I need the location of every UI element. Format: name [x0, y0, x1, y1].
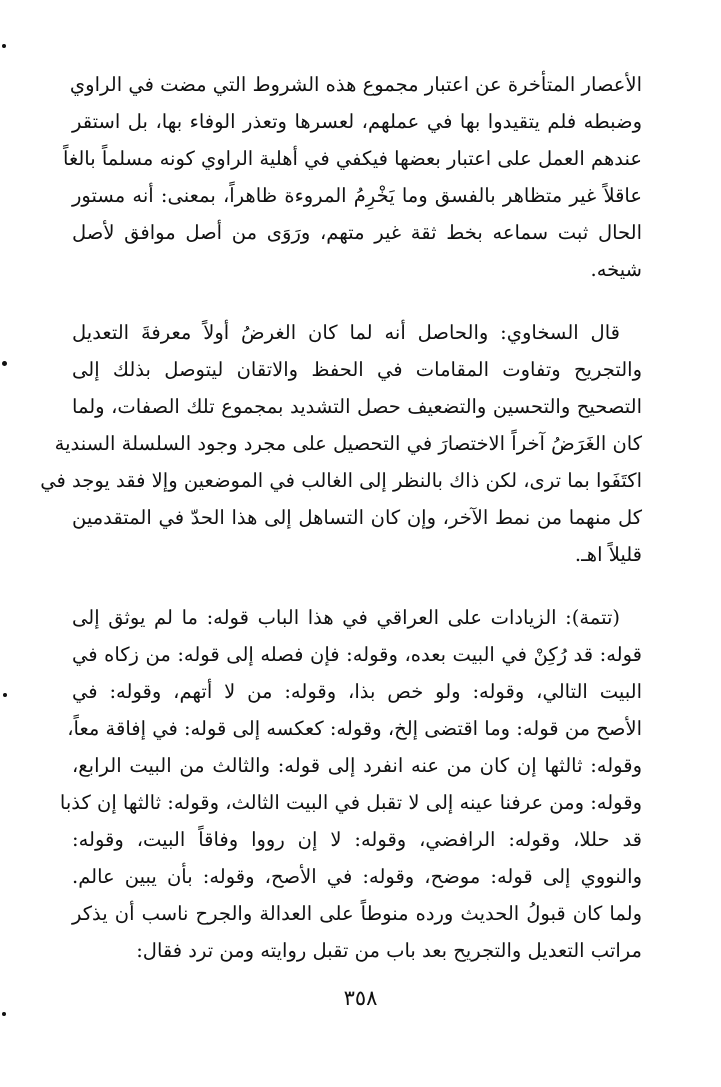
text-line: شيخه. — [590, 258, 642, 281]
text-line: مراتب التعديل والتجريح بعد باب من تقبل روايته ومن ترد فقال: — [136, 939, 642, 962]
scan-mark — [2, 361, 7, 366]
scan-mark — [3, 693, 7, 697]
text-line: الحال ثبت سماعه بخط ثقة غير متهم، ورَوَى من أصل موافق لأصل — [72, 221, 642, 244]
text-line: والنووي إلى قوله: موضح، وقوله: في الأصح، وقوله: بأن يبين عالم. — [72, 865, 642, 888]
text-line: عاقلاً غير متظاهر بالفسق وما يَخْرِمُ المروءة ظاهراً، بمعنى: أنه مستور — [72, 184, 642, 207]
text-line: وقوله: ثالثها إن كان من عنه انفرد إلى قوله: والثالث من البيت الرابع، — [72, 754, 642, 777]
paragraph-3 — [59, 599, 642, 969]
text-line: قوله: قد رُكِنْ في البيت بعده، وقوله: فإن فصله إلى قوله: من زكاه في — [72, 643, 642, 666]
text-line: اكتَفَوا بما ترى، لكن ذاك بالنظر إلى الغالب في الموضعين وإلا فقد يوجد في — [40, 469, 642, 492]
text-line: وقوله: ومن عرفنا عينه إلى لا تقبل في البيت الثالث، وقوله: ثالثها إن كذبا — [59, 791, 642, 814]
text-line: البيت التالي، وقوله: ولو خص بذا، وقوله: من لا أتهم، وقوله: في — [72, 680, 642, 703]
paragraph-2 — [40, 314, 642, 573]
text-line: ولما كان قبولُ الحديث ورده منوطاً على العدالة والجرح ناسب أن يذكر — [72, 902, 642, 925]
text-line: الأصح من قوله: وما اقتضى إلخ، وقوله: كعكسه إلى قوله: في إفاقة معاً، — [67, 717, 642, 740]
page-text — [40, 66, 642, 969]
text-line: قليلاً اهـ. — [574, 543, 642, 566]
text-line: كل منهما من نمط الآخر، وإن كان التساهل إلى هذا الحدّ في المتقدمين — [72, 506, 642, 529]
text-line: وضبطه فلم يتقيدوا بها في عملهم، لعسرها وتعذر الوفاء بها، بل استقر — [72, 110, 642, 133]
text-line: كان الغَرَضُ آخراً الاختصارَ في التحصيل على مجرد وجود السلسلة السندية — [54, 432, 642, 455]
text-line: التصحيح والتحسين والتضعيف حصل التشديد بمجموع تلك الصفات، ولما — [72, 395, 642, 418]
scan-mark — [2, 44, 6, 48]
text-line: (تتمة): الزيادات على العراقي في هذا الباب قوله: ما لم يوثق إلى — [72, 606, 620, 629]
page-number: ٣٥٨ — [343, 986, 378, 1010]
text-line: قال السخاوي: والحاصل أنه لما كان الغرضُ أولاً معرفةَ التعديل — [72, 321, 620, 344]
text-line: عندهم العمل على اعتبار بعضها فيكفي في أهلية الراوي كونه مسلماً بالغاً — [63, 147, 642, 170]
paragraph-1 — [63, 66, 642, 288]
scan-mark — [2, 1012, 6, 1016]
text-line: قد حللا، وقوله: الرافضي، وقوله: لا إن رووا وفاقاً البيت، وقوله: — [72, 828, 642, 851]
text-line: والتجريح وتفاوت المقامات في الحفظ والاتقان ليتوصل بذلك إلى — [72, 358, 642, 381]
text-line: الأعصار المتأخرة عن اعتبار مجموع هذه الشروط التي مضت في الراوي — [69, 73, 642, 96]
